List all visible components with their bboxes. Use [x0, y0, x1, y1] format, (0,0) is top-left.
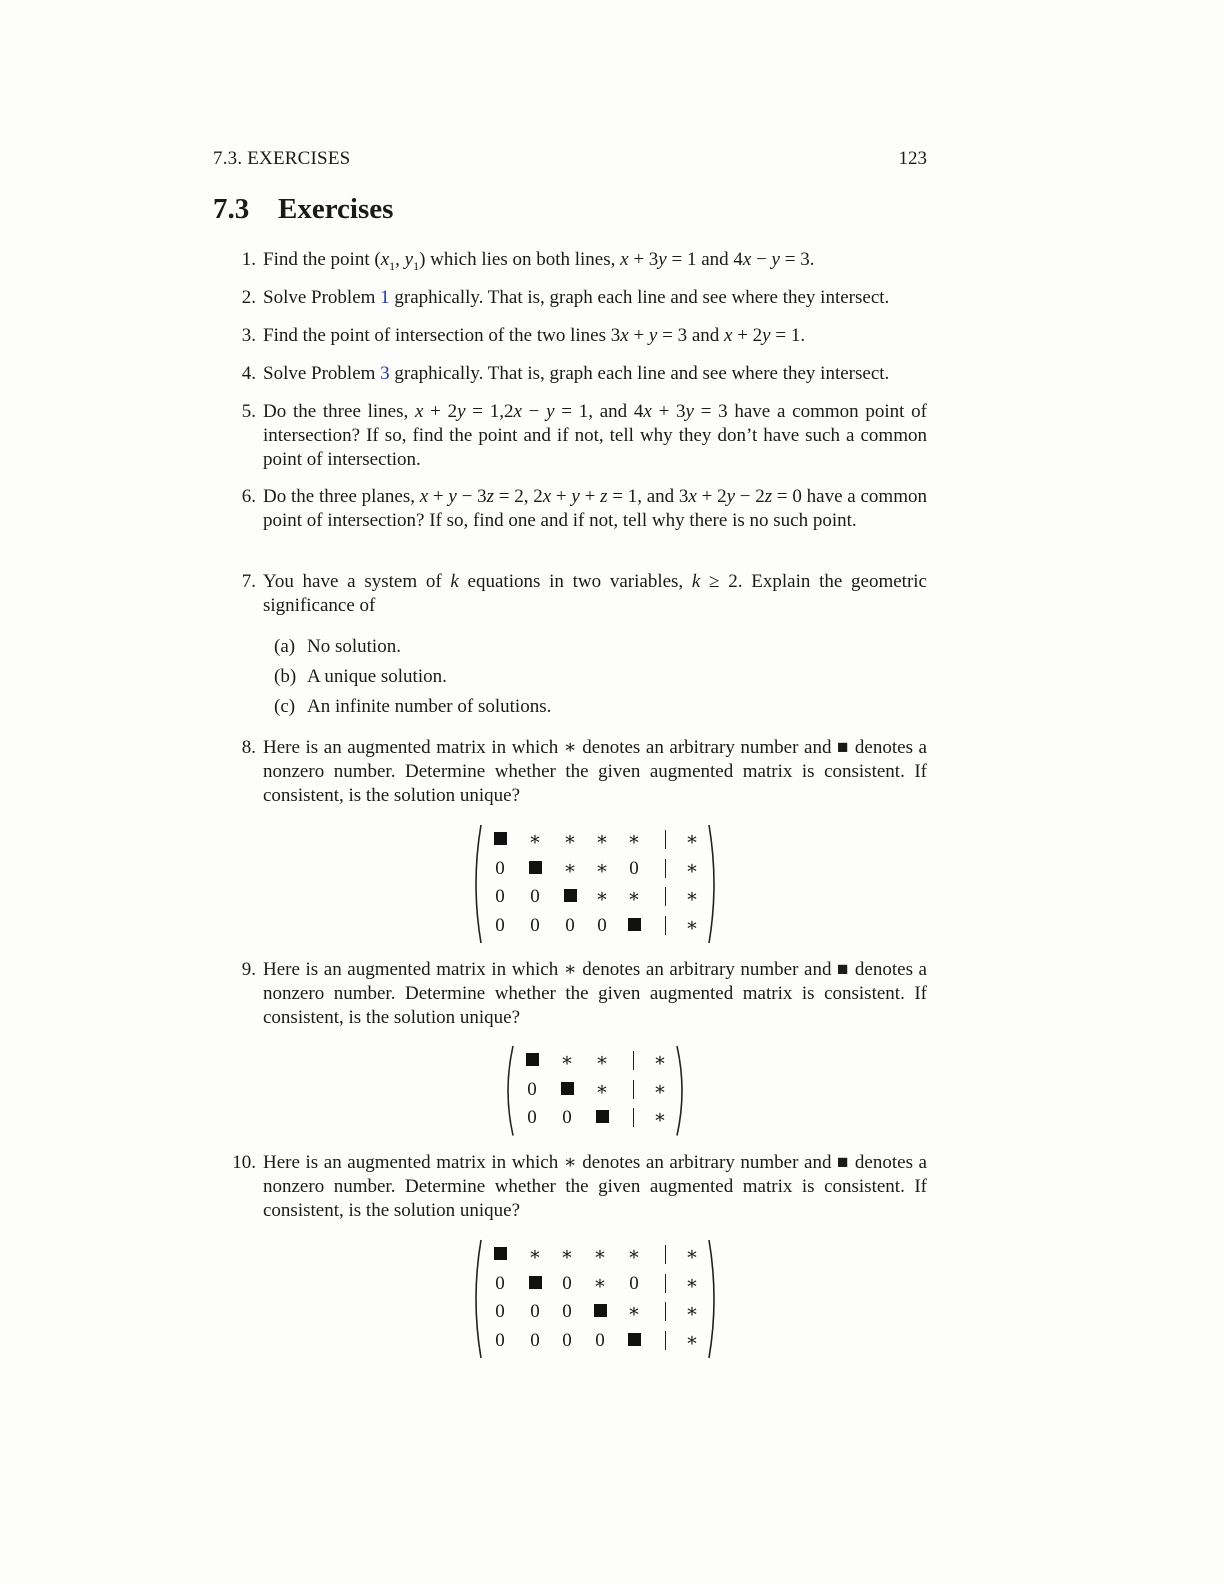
augment-separator — [665, 830, 666, 849]
left-parenthesis — [470, 824, 484, 944]
exercise-5: 5. Do the three lines, x + 2y = 1,2x − y = 1, and 4x + 3y = 3 have a common point of intersection? If so, find the point and if not, tell why they don’t have such a common point of intersection. — [263, 400, 927, 472]
matrix-entry — [490, 1245, 510, 1265]
matrix-entry: ∗ — [560, 1050, 574, 1071]
math-expression: k ≥ 2 — [691, 571, 738, 592]
math-expression: x + 3y = 1 — [620, 249, 697, 270]
exercise-2: 2. Solve Problem 1 graphically. That is, graph each line and see where they intersect. — [263, 286, 927, 310]
problem-reference-link[interactable]: 1 — [380, 287, 390, 308]
exercise-label: 8. — [241, 737, 256, 758]
right-parenthesis — [674, 1045, 688, 1137]
matrix-entry — [624, 1331, 644, 1351]
math-expression: 3x + y = 3 — [610, 325, 688, 346]
augment-separator — [665, 887, 666, 906]
exercise-label: 9. — [241, 959, 256, 980]
matrix-entry: 0 — [495, 1301, 505, 1322]
matrix-entry: 0 — [562, 1272, 572, 1294]
matrix-entry — [557, 1080, 577, 1100]
matrix-entry — [592, 1108, 612, 1128]
sub-item-a: (a) No solution. — [274, 636, 401, 657]
exercise-label: 10. — [232, 1152, 256, 1173]
augment-separator — [665, 859, 666, 878]
matrix-entry: ∗ — [685, 857, 699, 879]
exercise-label: 1. — [241, 249, 256, 270]
matrix-entry: 0 — [495, 914, 505, 936]
matrix-entry: ∗ — [595, 1050, 609, 1071]
matrix-entry: ∗ — [595, 829, 609, 850]
exercise-label: 4. — [241, 363, 256, 384]
filled-square-icon — [594, 1304, 607, 1317]
matrix-entry: 0 — [562, 1301, 572, 1322]
matrix-entry: 0 — [527, 1107, 537, 1128]
math-expression: x + 2y = 1,2x − y = 1 — [414, 401, 589, 422]
exercise-label: 5. — [241, 401, 256, 422]
matrix-entry: ∗ — [627, 1301, 641, 1322]
matrix-entry: ∗ — [528, 1244, 542, 1265]
filled-square-icon — [628, 1333, 641, 1346]
exercise-label: 6. — [241, 486, 256, 507]
filled-square-icon — [494, 832, 507, 845]
matrix-entry: ∗ — [685, 1244, 699, 1265]
math-expression: 4x − y = 3. — [733, 249, 815, 270]
augment-separator — [633, 1051, 634, 1070]
matrix-entry: 0 — [562, 1107, 572, 1128]
section-number: 7.3 — [213, 193, 250, 225]
matrix-entry: ∗ — [563, 857, 577, 879]
exercise-label: 3. — [241, 325, 256, 346]
exercise-1: 1. Find the point ($x_1$, $y_1$) which lies on both lines, x + 3y = 1 and 4x − y = 3. — [263, 248, 927, 278]
filled-square-icon — [526, 1053, 539, 1066]
matrix-entry: ∗ — [593, 1272, 607, 1294]
left-parenthesis — [470, 1239, 484, 1359]
augmented-matrix-10 — [470, 1239, 720, 1359]
page-number: 123 — [898, 148, 927, 169]
matrix-entry: 0 — [629, 1272, 639, 1294]
augment-separator — [633, 1080, 634, 1099]
math-expression: x + y − 3z = 2, 2x + y + z = 1 — [419, 486, 638, 507]
matrix-entry: 0 — [530, 1301, 540, 1322]
exercise-10: 10. Here is an augmented matrix in which ∗ denotes an arbitrary number and ■ denotes a nonzero number. Determine whether the given augmented matrix is consistent. If consistent, is the solution unique? — [263, 1151, 927, 1223]
filled-square-icon — [596, 1110, 609, 1123]
matrix-entry: 0 — [495, 1329, 505, 1351]
matrix-entry — [624, 916, 644, 936]
matrix-entry: ∗ — [593, 1244, 607, 1265]
matrix-entry: ∗ — [563, 829, 577, 850]
exercise-9: 9. Here is an augmented matrix in which ∗ denotes an arbitrary number and ■ denotes a nonzero number. Determine whether the given augmented matrix is consistent. If consistent, is the solution unique? — [263, 958, 927, 1030]
matrix-entry: ∗ — [627, 1244, 641, 1265]
right-parenthesis — [706, 1239, 720, 1359]
matrix-entry: 0 — [495, 1272, 505, 1294]
matrix-entry: 0 — [565, 914, 575, 936]
matrix-entry: 0 — [530, 1329, 540, 1351]
augment-separator — [665, 1245, 666, 1264]
problem-reference-link[interactable]: 3 — [380, 363, 390, 384]
exercise-4: 4. Solve Problem 3 graphically. That is, graph each line and see where they intersect. — [263, 362, 927, 386]
section-title — [213, 193, 393, 226]
matrix-entry — [525, 859, 545, 879]
matrix-entry: ∗ — [627, 886, 641, 907]
augmented-matrix-8 — [470, 824, 720, 944]
matrix-entry: 0 — [629, 857, 639, 879]
sub-item-c: (c) An infinite number of solutions. — [274, 696, 552, 717]
exercise-label: 2. — [241, 287, 256, 308]
exercise-3: 3. Find the point of intersection of the two lines 3x + y = 3 and x + 2y = 1. — [263, 324, 927, 348]
matrix-entry: ∗ — [685, 886, 699, 907]
matrix-entry: ∗ — [685, 1301, 699, 1322]
math-expression: 4x + 3y = 3 — [633, 401, 728, 422]
matrix-entry: ∗ — [653, 1107, 667, 1128]
exercise-label: 7. — [241, 571, 256, 592]
filled-square-icon — [529, 861, 542, 874]
sub-item-b: (b) A unique solution. — [274, 666, 447, 687]
augment-separator — [665, 1331, 666, 1350]
matrix-entry — [590, 1302, 610, 1322]
math-expression: x + 2y = 1. — [724, 325, 806, 346]
matrix-entry: 0 — [495, 857, 505, 879]
exercise-8: 8. Here is an augmented matrix in which ∗ denotes an arbitrary number and ■ denotes a nonzero number. Determine whether the given augmented matrix is consistent. If consistent, is the solution unique? — [263, 736, 927, 808]
exercise-6: 6. Do the three planes, x + y − 3z = 2, 2x + y + z = 1, and 3x + 2y − 2z = 0 have a common point of intersection? If so, find one and if not, tell why there is no such point. — [263, 485, 927, 533]
matrix-entry: 0 — [595, 1329, 605, 1351]
augment-separator — [633, 1108, 634, 1127]
running-header-section: 7.3. EXERCISES — [213, 148, 351, 169]
matrix-entry: ∗ — [685, 829, 699, 850]
section-title-text: Exercises — [278, 193, 394, 225]
right-parenthesis — [706, 824, 720, 944]
matrix-entry — [525, 1274, 545, 1294]
filled-square-icon — [628, 918, 641, 931]
matrix-entry: 0 — [530, 914, 540, 936]
matrix-entry: 0 — [530, 886, 540, 907]
matrix-entry: ∗ — [653, 1050, 667, 1071]
matrix-entry: 0 — [527, 1078, 537, 1100]
math-variable: k — [450, 571, 459, 592]
augment-separator — [665, 1274, 666, 1293]
filled-square-icon — [529, 1276, 542, 1289]
matrix-entry: 0 — [597, 914, 607, 936]
matrix-entry: ∗ — [528, 829, 542, 850]
matrix-entry: 0 — [495, 886, 505, 907]
math-expression: ($x_1$, $y_1$) — [374, 249, 426, 273]
matrix-entry — [560, 887, 580, 907]
filled-square-icon — [494, 1247, 507, 1260]
augmented-matrix-9 — [502, 1045, 688, 1137]
filled-square-icon — [564, 889, 577, 902]
augment-separator — [665, 1302, 666, 1321]
matrix-entry: ∗ — [627, 829, 641, 850]
matrix-entry: 0 — [562, 1329, 572, 1351]
augment-separator — [665, 916, 666, 935]
matrix-entry: ∗ — [685, 1329, 699, 1351]
matrix-entry: ∗ — [595, 886, 609, 907]
filled-square-icon — [561, 1082, 574, 1095]
matrix-entry: ∗ — [685, 914, 699, 936]
matrix-entry: ∗ — [560, 1244, 574, 1265]
math-expression: 3x + 2y − 2z = 0 — [678, 486, 802, 507]
exercise-7: 7. You have a system of k equations in two variables, k ≥ 2. Explain the geometric significance of — [263, 570, 927, 618]
matrix-entry: ∗ — [595, 1078, 609, 1100]
left-parenthesis — [502, 1045, 516, 1137]
matrix-entry — [490, 830, 510, 850]
matrix-entry: ∗ — [685, 1272, 699, 1294]
matrix-entry: ∗ — [595, 857, 609, 879]
matrix-entry: ∗ — [653, 1078, 667, 1100]
matrix-entry — [522, 1051, 542, 1071]
